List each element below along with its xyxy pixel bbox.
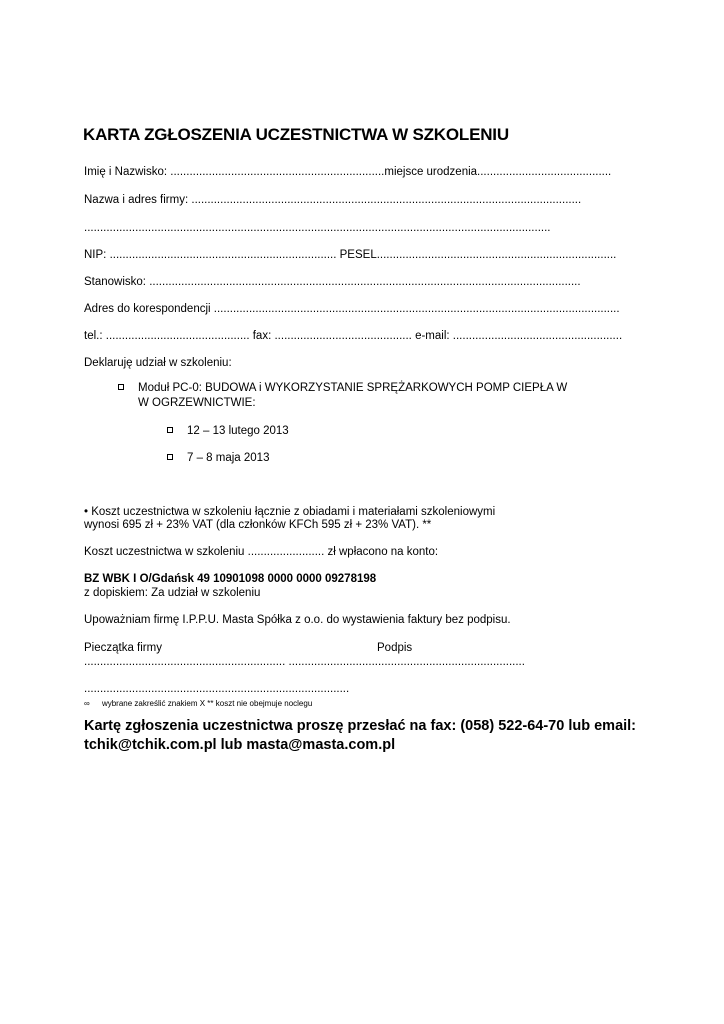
company-field-2[interactable]: .................................................................................................................................................. xyxy=(84,222,551,234)
address-row xyxy=(84,303,620,315)
tel-field[interactable]: ............................................. xyxy=(105,330,250,342)
name-row xyxy=(84,166,611,178)
module-line-1: Moduł PC-0: BUDOWA i WYKORZYSTANIE SPRĘŻARKOWYCH POMP CIEPŁA W xyxy=(138,382,568,394)
position-field[interactable]: ....................................................................................................................................... xyxy=(149,276,581,288)
company-row xyxy=(84,194,581,206)
footnote-mark: ∞ xyxy=(84,699,90,708)
date-option-1 xyxy=(167,425,289,437)
company-label: Nazwa i adres firmy: xyxy=(84,194,189,206)
send-instructions-line-1: Kartę zgłoszenia uczestnictwa proszę przesłać na fax: (058) 522-64-70 lub email: xyxy=(84,718,637,734)
authorize-text: Upoważniam firmę I.P.P.U. Masta Spółka z o.o. do wystawienia faktury bez podpisu. xyxy=(84,614,511,626)
page-title: KARTA ZGŁOSZENIA UCZESTNICTWA W SZKOLENIU xyxy=(83,125,509,144)
fax-label: fax: xyxy=(252,330,272,342)
pesel-label: PESEL xyxy=(339,249,377,261)
stamp-label: Pieczątka firmy xyxy=(84,642,162,654)
cost-line-2: wynosi 695 zł + 23% VAT (dla członków KFCh 595 zł + 23% VAT). ** xyxy=(84,519,432,531)
position-row xyxy=(84,276,581,288)
nip-label: NIP: xyxy=(84,249,107,261)
email-label: e-mail: xyxy=(415,330,450,342)
pesel-field[interactable]: ........................................................................... xyxy=(376,249,617,261)
date-2-label: 7 – 8 maja 2013 xyxy=(187,452,270,464)
date-option-2 xyxy=(167,452,269,464)
nip-pesel-row xyxy=(84,249,616,261)
email-field[interactable]: ..................................................... xyxy=(452,330,623,342)
send-instructions-line-2: tchik@tchik.com.pl lub masta@masta.com.pl xyxy=(84,737,396,753)
company-field[interactable]: .......................................................................................................................... xyxy=(191,194,582,206)
name-field[interactable]: ................................................................... xyxy=(170,166,385,178)
birthplace-label: miejsce urodzenia xyxy=(384,166,478,178)
bank-account: BZ WBK I O/Gdańsk 49 10901098 0000 0000 09278198 xyxy=(84,573,377,585)
stamp-field[interactable]: ............................................................... xyxy=(84,656,286,668)
tel-label: tel.: xyxy=(84,330,103,342)
module-line-2: W OGRZEWNICTWIE: xyxy=(138,397,256,409)
bank-note: z dopiskiem: Za udział w szkoleniu xyxy=(84,587,261,599)
declare-text: Deklaruję udział w szkoleniu: xyxy=(84,357,232,369)
contact-row xyxy=(84,330,622,342)
address-label: Adres do korespondencji xyxy=(84,303,211,315)
birthplace-field[interactable]: .......................................... xyxy=(477,166,612,178)
payment-text: Koszt uczestnictwa w szkoleniu ........................ zł wpłacono na konto: xyxy=(84,546,439,558)
module-option xyxy=(118,382,567,394)
nip-field[interactable]: ....................................................................... xyxy=(109,249,337,261)
signature-label: Podpis xyxy=(377,642,413,654)
cost-line-1: • Koszt uczestnictwa w szkoleniu łącznie z obiadami i materiałami szkoleniowymi xyxy=(84,506,496,518)
date-1-checkbox[interactable] xyxy=(167,427,173,433)
address-field[interactable]: ............................................................................................................................... xyxy=(213,303,620,315)
name-label: Imię i Nazwisko: xyxy=(84,166,168,178)
company-row-2 xyxy=(84,222,550,234)
footnote-text: wybrane zakreślić znakiem X ** koszt nie obejmuje noclegu xyxy=(101,699,313,708)
fax-field[interactable]: ........................................... xyxy=(274,330,412,342)
module-checkbox[interactable] xyxy=(118,384,124,390)
footnote xyxy=(84,699,312,708)
footnote-separator: ................................................................................... xyxy=(84,683,350,695)
signature-field[interactable]: .......................................................................... xyxy=(288,656,525,668)
date-2-checkbox[interactable] xyxy=(167,454,173,460)
signature-row xyxy=(84,656,525,668)
date-1-label: 12 – 13 lutego 2013 xyxy=(187,425,289,437)
position-label: Stanowisko: xyxy=(84,276,147,288)
